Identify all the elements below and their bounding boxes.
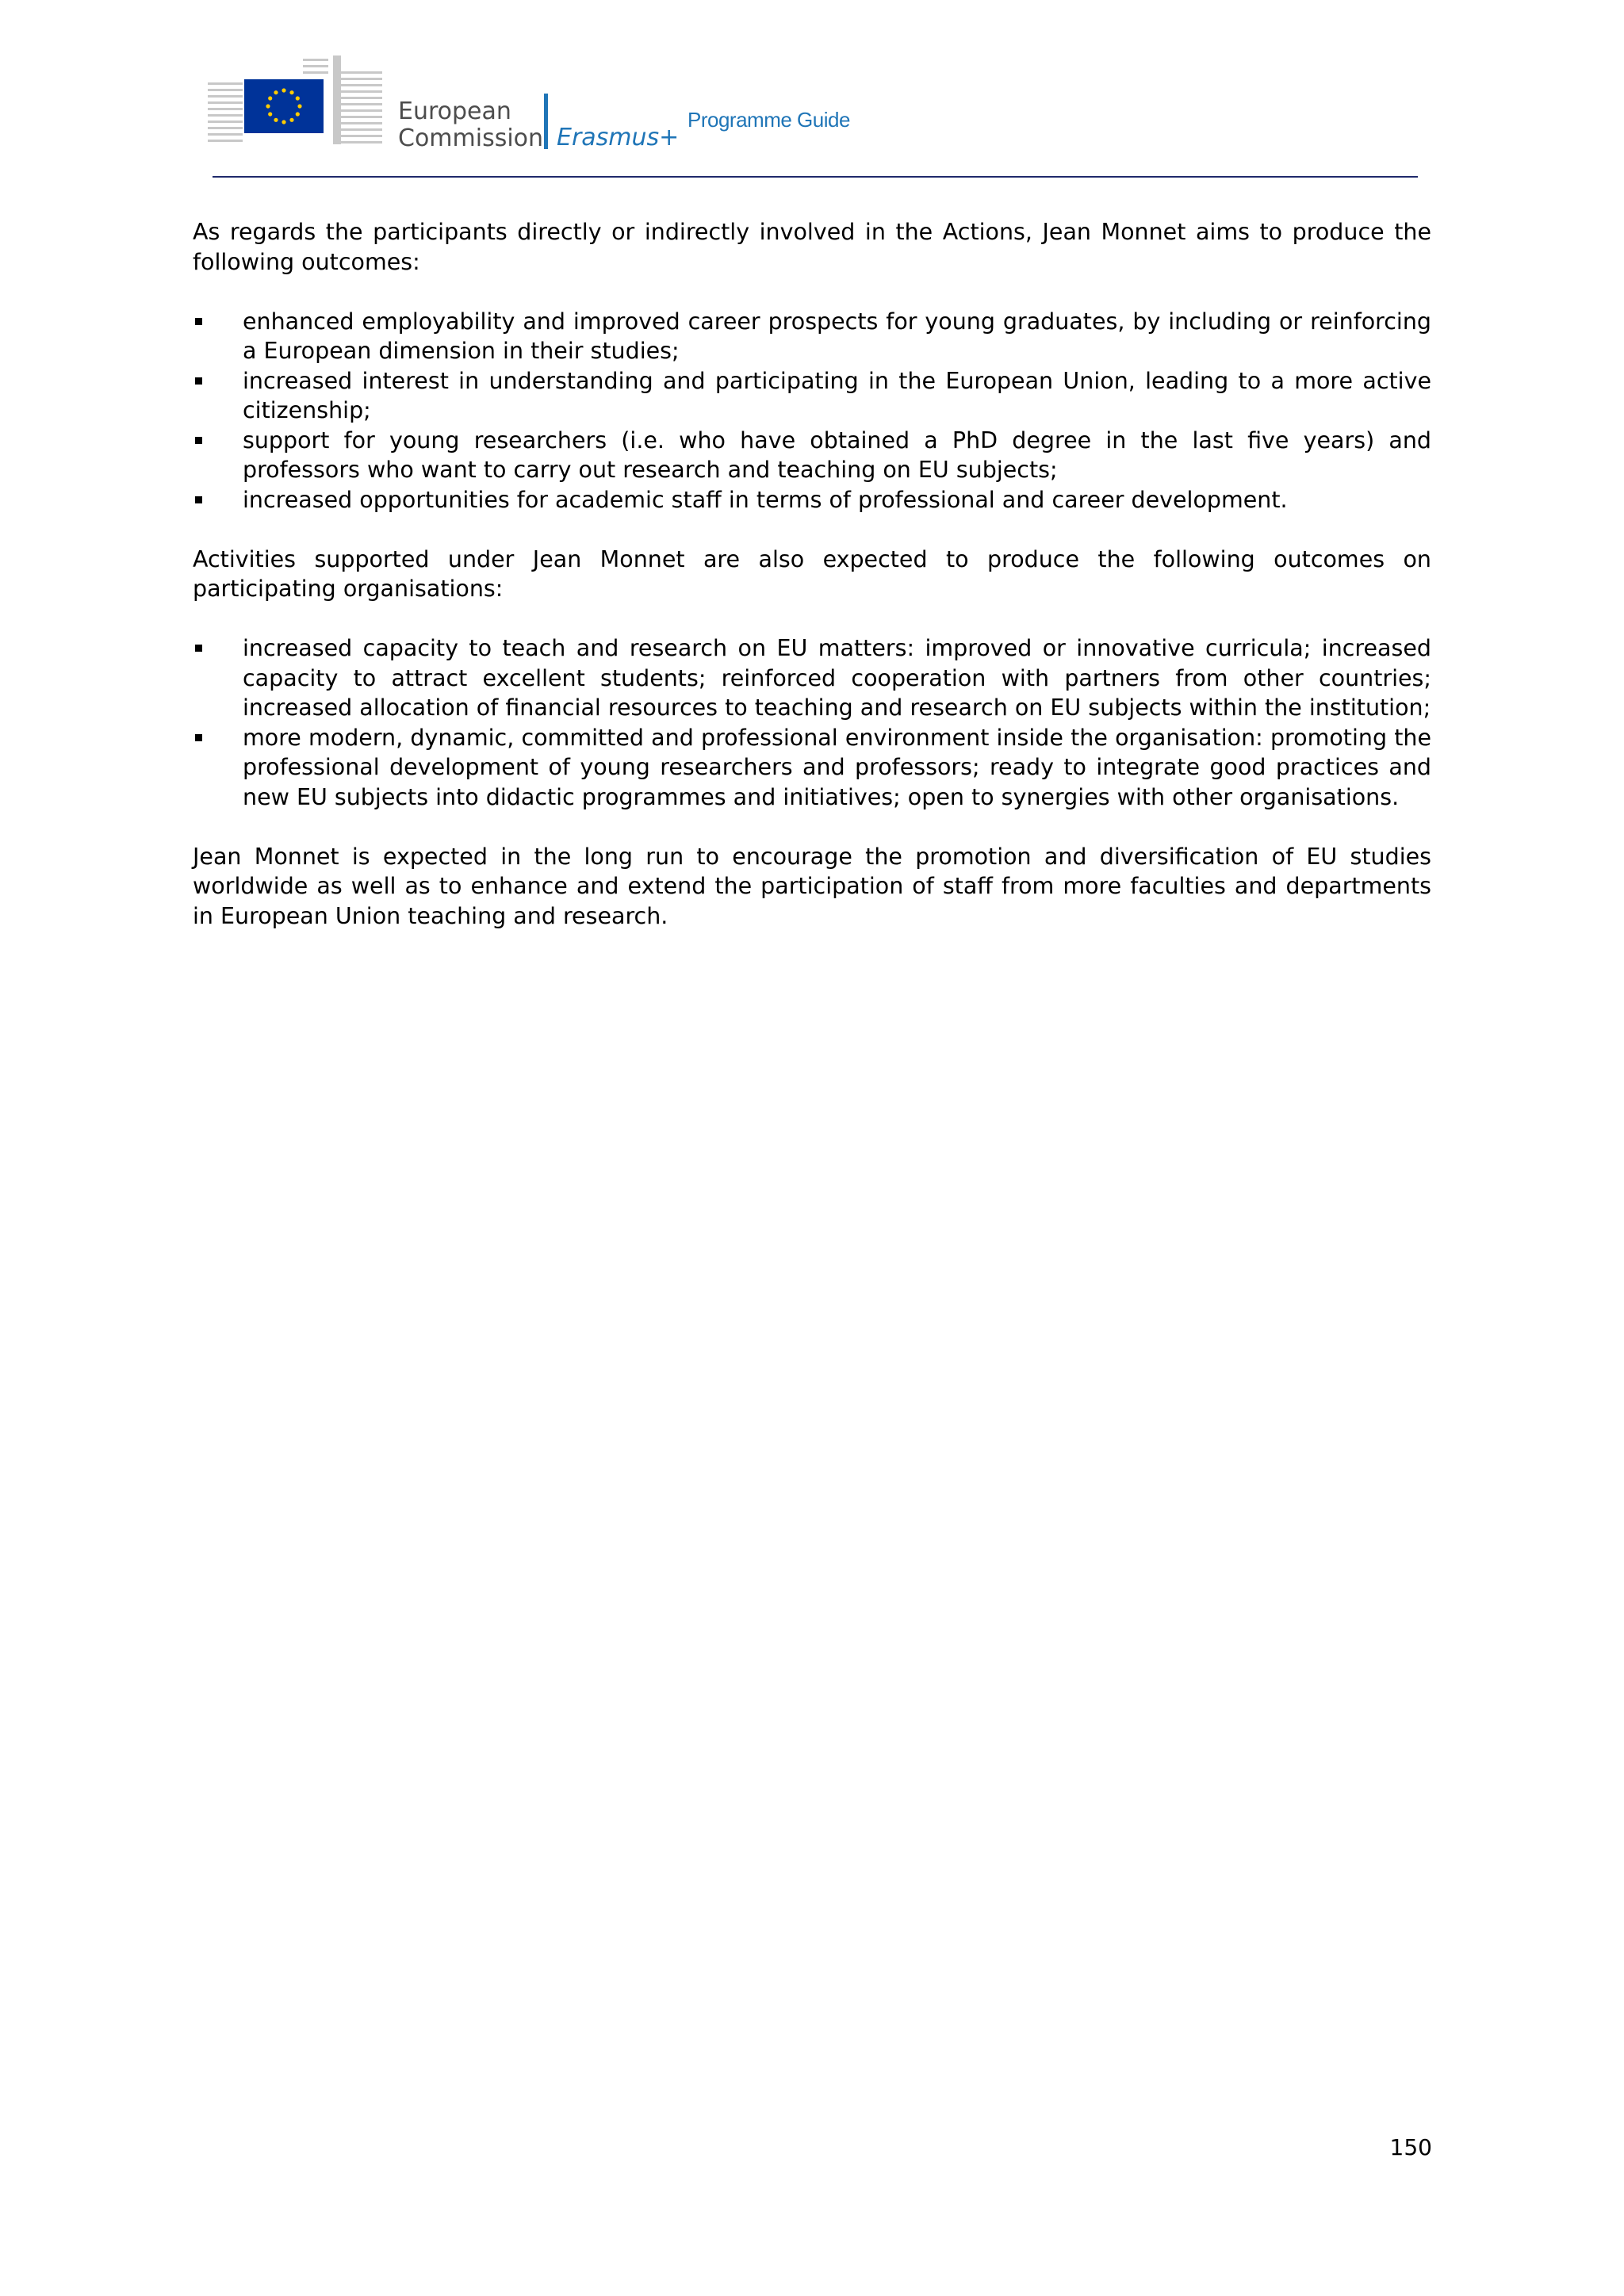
header-rule: [213, 176, 1418, 178]
list-item: [193, 307, 1431, 366]
page-body: [193, 217, 1431, 961]
document-title: Programme Guide: [688, 108, 850, 132]
list-item-text: increased opportunities for academic staff in terms of professional and career development.: [243, 486, 1288, 513]
square-bullet-icon: [195, 437, 202, 444]
square-bullet-icon: [195, 496, 202, 503]
commission-building-icon: [208, 55, 398, 151]
participant-outcomes-list: [193, 307, 1431, 515]
logo-divider: [544, 94, 548, 149]
list-item-text: increased interest in understanding and participating in the European Union, leading to a more active citizenship;: [243, 367, 1431, 423]
list-item-text: increased capacity to teach and research on EU matters: improved or innovative curricula; increased capacity to attract excellent students; reinforced cooperation with partners from other countries; increased allocation of financial resources to teaching and research on EU subjects within the institution;: [243, 635, 1431, 721]
page-header: [0, 0, 1624, 190]
organisation-outcomes-list: [193, 633, 1431, 812]
page-number: 150: [1389, 2134, 1432, 2160]
list-item: [193, 366, 1431, 426]
closing-paragraph: Jean Monnet is expected in the long run to encourage the promotion and diversification of EU studies worldwide as well as to enhance and extend the participation of staff from more faculties and departments in European Union teaching and research.: [193, 843, 1431, 929]
european-commission-logo: [208, 55, 680, 152]
list-item-text: enhanced employability and improved career prospects for young graduates, by including or reinforcing a European dimension in their studies;: [243, 308, 1431, 364]
organisations-paragraph: Activities supported under Jean Monnet are also expected to produce the following outcomes on participating organisations:: [193, 545, 1431, 602]
list-item: [193, 485, 1431, 515]
square-bullet-icon: [195, 645, 202, 652]
list-item-text: support for young researchers (i.e. who have obtained a PhD degree in the last five years) and professors who want to carry out research and teaching on EU subjects;: [243, 427, 1431, 483]
logo-line-commission: Commission: [398, 124, 544, 152]
list-item: [193, 426, 1431, 485]
logo-line-european: European: [398, 98, 511, 125]
logo-wordmark: [398, 98, 543, 152]
square-bullet-icon: [195, 318, 202, 325]
intro-paragraph: As regards the participants directly or indirectly involved in the Actions, Jean Monnet aims to produce the following outcomes:: [193, 219, 1431, 275]
erasmus-plus-wordmark: Erasmus+: [557, 124, 680, 151]
list-item: [193, 723, 1431, 813]
list-item: [193, 633, 1431, 723]
list-item-text: more modern, dynamic, committed and professional environment inside the organisation: promoting the professional development of young researchers and professors; ready to integrate good practices and new EU subjects into didactic programmes and initiatives; open to synergies with other organisations.: [243, 724, 1431, 810]
square-bullet-icon: [195, 377, 202, 385]
eu-flag-icon: [244, 79, 324, 133]
square-bullet-icon: [195, 734, 202, 741]
